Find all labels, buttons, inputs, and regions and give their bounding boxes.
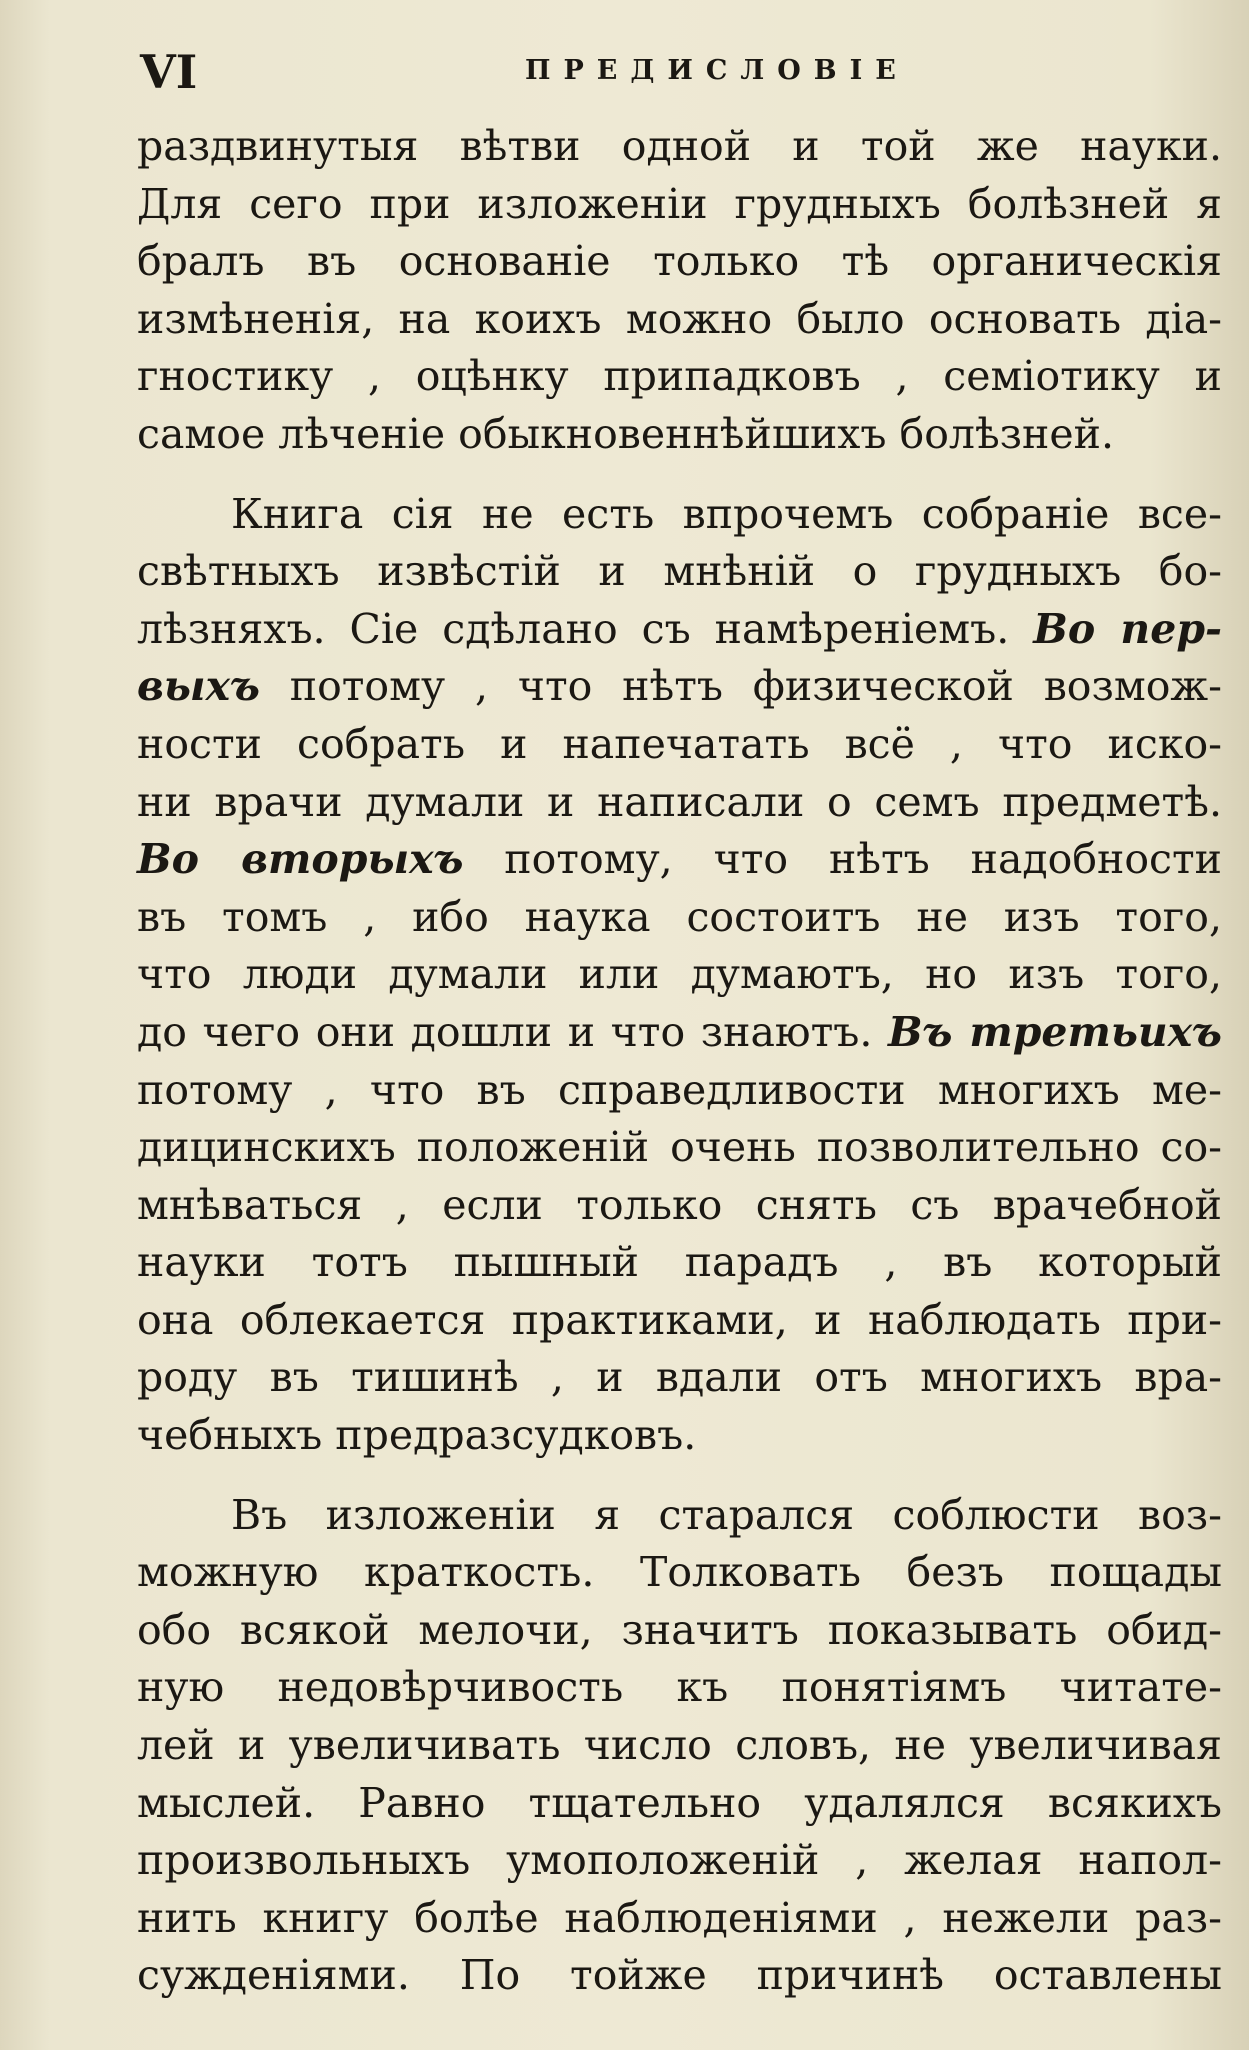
text-line: Въ изложеніи я старался соблюсти воз- xyxy=(231,1490,1222,1539)
text-line: сужденіями. По тойже причинѣ оставлены xyxy=(137,1951,1222,2000)
regular-text: потому, что нѣтъ надобности xyxy=(463,835,1222,884)
paragraph xyxy=(137,486,1222,1465)
text-line: мыслей. Равно тщательно удалялся всякихъ xyxy=(137,1778,1222,1827)
text-line: ни врачи думали и написали о семъ предметѣ. xyxy=(137,777,1222,826)
regular-text: потому , что нѣтъ физической возмож- xyxy=(259,662,1222,711)
text-line: ности собрать и напечатать всё , что иско- xyxy=(137,719,1222,768)
text-line: въ томъ , ибо наука состоитъ не изъ того, xyxy=(137,892,1222,941)
regular-text: лѣзняхъ. Сіе сдѣлано съ намѣреніемъ. xyxy=(137,604,1034,653)
text-line: лей и увеличивать число словъ, не увеличивая xyxy=(137,1721,1222,1770)
text-line: науки тотъ пышный парадъ , въ который xyxy=(137,1238,1222,1287)
text-line: она облекается практиками, и наблюдать при- xyxy=(137,1295,1222,1344)
italic-text: Во вторыхъ xyxy=(137,835,464,884)
text-line: произвольныхъ умоположеній , желая напол- xyxy=(137,1836,1222,1885)
text-line: свѣтныхъ извѣстій и мнѣній о грудныхъ бо- xyxy=(137,547,1222,596)
text-line-with-italic xyxy=(137,601,1222,659)
page-header xyxy=(140,42,1150,102)
regular-text: до чего они дошли и что знаютъ. xyxy=(137,1007,889,1056)
text-line: самое лѣченіе обыкновеннѣйшихъ болѣзней. xyxy=(137,409,1114,458)
text-line: измѣненія, на коихъ можно было основать діа- xyxy=(137,294,1222,343)
italic-text: выхъ xyxy=(137,662,260,711)
paragraph xyxy=(137,1487,1222,2005)
paragraph-gap xyxy=(137,1465,1222,1487)
text-line: Книга сія не есть впрочемъ собраніе все- xyxy=(231,489,1222,538)
text-line: что люди думали или думаютъ, но изъ того, xyxy=(137,950,1222,999)
text-line: бралъ въ основаніе только тѣ органическія xyxy=(137,237,1222,286)
page-number: VI xyxy=(140,45,198,99)
italic-text: Во пер- xyxy=(1033,604,1223,653)
text-line: нить книгу болѣе наблюденіями , нежели раз- xyxy=(137,1893,1222,1942)
text-line: раздвинутыя вѣтви одной и той же науки. xyxy=(137,122,1222,170)
body-text xyxy=(137,118,1222,2005)
running-title: ПРЕДИСЛОВІЕ xyxy=(525,55,909,86)
text-line: дицинскихъ положеній очень позволительно со- xyxy=(137,1123,1222,1172)
text-line-with-italic xyxy=(137,831,1222,889)
text-line: гностику , оцѣнку припадковъ , семіотику и xyxy=(137,352,1222,401)
italic-text: Въ третьихъ xyxy=(888,1007,1222,1056)
text-line: ную недовѣрчивость къ понятіямъ читате- xyxy=(137,1663,1222,1712)
paragraph xyxy=(137,118,1222,464)
text-line: потому , что въ справедливости многихъ ме- xyxy=(137,1065,1222,1114)
text-line: обо всякой мелочи, значитъ показывать обид- xyxy=(137,1605,1222,1654)
text-line: роду въ тишинѣ , и вдали отъ многихъ вра- xyxy=(137,1353,1222,1402)
text-line-with-italic xyxy=(137,1004,1222,1062)
text-line-with-italic xyxy=(137,658,1222,716)
paragraph-gap xyxy=(137,464,1222,486)
text-line: можную краткость. Толковать безъ пощады xyxy=(137,1548,1222,1597)
text-line: чебныхъ предразсудковъ. xyxy=(137,1411,697,1460)
text-line: мнѣваться , если только снять съ врачебной xyxy=(137,1180,1222,1229)
text-line: Для сего при изложеніи грудныхъ болѣзней я xyxy=(137,179,1222,228)
